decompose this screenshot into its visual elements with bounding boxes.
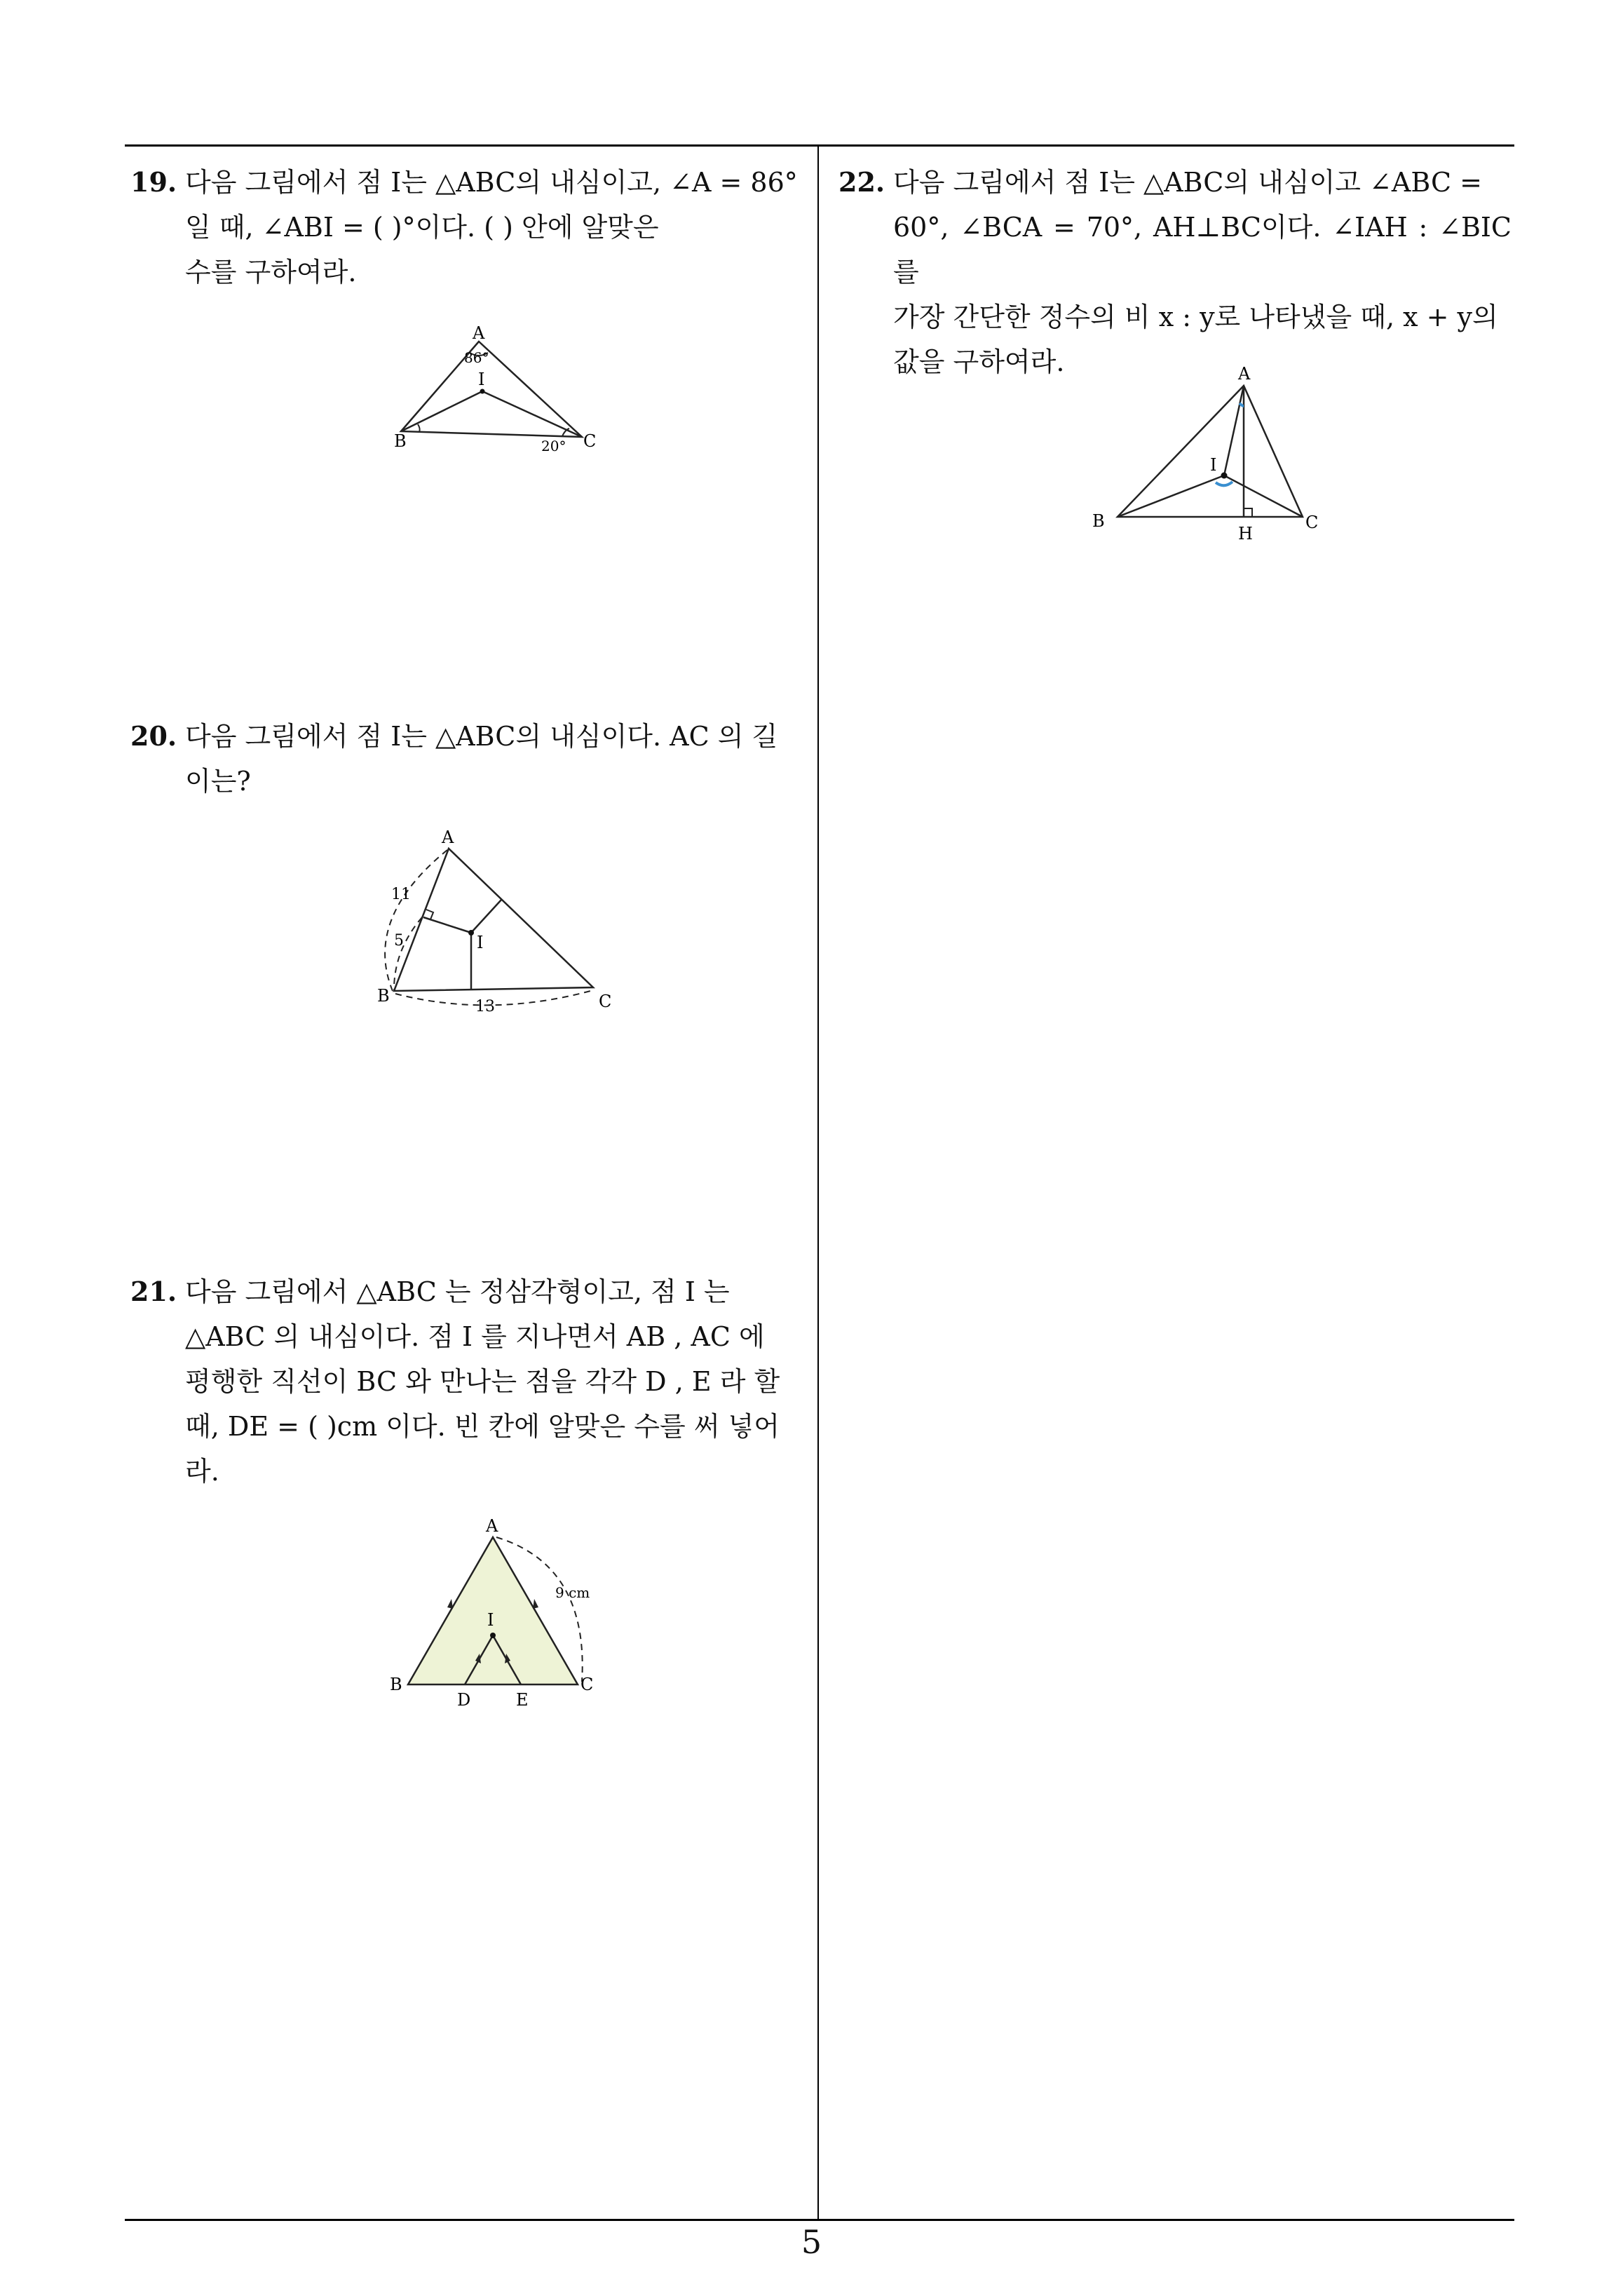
- problem-line: 일 때, ∠ABI = ( )°이다. ( ) 안에 알맞은: [185, 212, 659, 243]
- label-b: B: [1092, 511, 1105, 531]
- problem-line: 값을 구하여라.: [893, 346, 1065, 377]
- label-c: C: [580, 1675, 594, 1694]
- problem-19: [130, 160, 803, 295]
- segment-ci: [1224, 475, 1303, 517]
- problem-line: 때, DE = ( )cm 이다. 빈 칸에 알맞은 수를 써 넣어: [185, 1411, 780, 1442]
- label-i: I: [487, 1610, 494, 1630]
- label-5: 5: [394, 932, 404, 950]
- column-divider: [817, 144, 819, 2220]
- problem-text: [185, 160, 803, 295]
- segment-bi: [401, 391, 482, 431]
- segment-i-to-ab: [423, 917, 471, 933]
- label-b: B: [390, 1675, 402, 1694]
- label-11: 11: [391, 886, 411, 903]
- label-angle-c: 20°: [541, 438, 566, 454]
- label-13: 13: [475, 998, 495, 1015]
- segment-i-to-ac: [471, 899, 502, 933]
- problem-line: 평행한 직선이 BC 와 만나는 점을 각각 D , E 라 할: [185, 1366, 780, 1397]
- problem-line: 다음 그림에서 점 I는 △ABC의 내심이고 ∠ABC =: [893, 167, 1482, 198]
- top-rule: [125, 144, 1514, 147]
- angle-b-arc: [418, 424, 420, 432]
- triangle-abc: [394, 849, 593, 991]
- bottom-rule: [125, 2219, 1514, 2221]
- segment-ai: [1224, 386, 1244, 475]
- label-a: A: [1238, 364, 1251, 384]
- problem-line: 가장 간단한 정수의 비 x : y로 나타냈을 때, x + y의: [893, 302, 1498, 332]
- problem-line: 다음 그림에서 점 I는 △ABC의 내심이다. AC 의 길: [185, 721, 778, 752]
- label-i: I: [477, 933, 484, 952]
- right-angle-mark: [1244, 508, 1252, 517]
- problem-number: 20.: [130, 720, 177, 752]
- label-d: D: [457, 1690, 471, 1710]
- label-a: A: [473, 323, 485, 343]
- label-c: C: [1305, 513, 1319, 532]
- incenter-point: [480, 389, 485, 394]
- triangle-abc: [1118, 386, 1303, 517]
- angle-bic-arc: [1216, 482, 1232, 485]
- problem-22: [838, 160, 1512, 384]
- label-c: C: [599, 992, 612, 1011]
- problem-line: △ABC 의 내심이다. 점 I 를 지나면서 AB , AC 에: [185, 1321, 765, 1352]
- parallel-arrow-ab: [447, 1599, 453, 1609]
- figure-22-triangle: [1080, 354, 1346, 551]
- label-b: B: [394, 431, 407, 451]
- parallel-arrow-ac: [533, 1599, 538, 1609]
- problem-text: [185, 1269, 803, 1494]
- problem-20: [130, 714, 803, 804]
- figure-19-triangle: [379, 312, 610, 459]
- label-c: C: [583, 431, 597, 451]
- figure-21-equilateral-triangle: [379, 1509, 617, 1713]
- label-b: B: [377, 986, 390, 1006]
- label-h: H: [1238, 524, 1253, 543]
- label-9cm: 9 cm: [555, 1584, 590, 1601]
- problem-number: 19.: [130, 166, 177, 198]
- page-number: 5: [801, 2223, 822, 2261]
- figure-20-triangle: [365, 821, 631, 1017]
- problem-number: 21.: [130, 1276, 177, 1307]
- problem-line: 이는?: [185, 766, 251, 797]
- problem-line: 라.: [185, 1456, 219, 1487]
- dashed-arc-11: [385, 850, 447, 991]
- label-i: I: [1210, 455, 1217, 475]
- label-e: E: [516, 1690, 529, 1710]
- problem-line: 다음 그림에서 △ABC 는 정삼각형이고, 점 I 는: [185, 1276, 730, 1307]
- label-a: A: [486, 1516, 498, 1536]
- problem-text: [893, 160, 1512, 384]
- problem-21: [130, 1269, 803, 1494]
- problem-line: 수를 구하여라.: [185, 257, 357, 288]
- label-i: I: [478, 370, 485, 389]
- label-a: A: [442, 828, 454, 847]
- problem-number: 22.: [838, 166, 885, 198]
- incenter-point: [468, 930, 474, 936]
- label-angle-a: 86°: [464, 349, 489, 366]
- triangle-abc: [401, 342, 582, 437]
- incenter-point: [490, 1633, 496, 1638]
- segment-bi: [1118, 475, 1224, 517]
- incenter-point: [1221, 473, 1228, 479]
- problem-line: 다음 그림에서 점 I는 △ABC의 내심이고, ∠A = 86°: [185, 167, 798, 198]
- problem-text: [185, 714, 803, 804]
- problem-line: 60°, ∠BCA = 70°, AH⊥BC이다. ∠IAH : ∠BIC를: [893, 212, 1512, 288]
